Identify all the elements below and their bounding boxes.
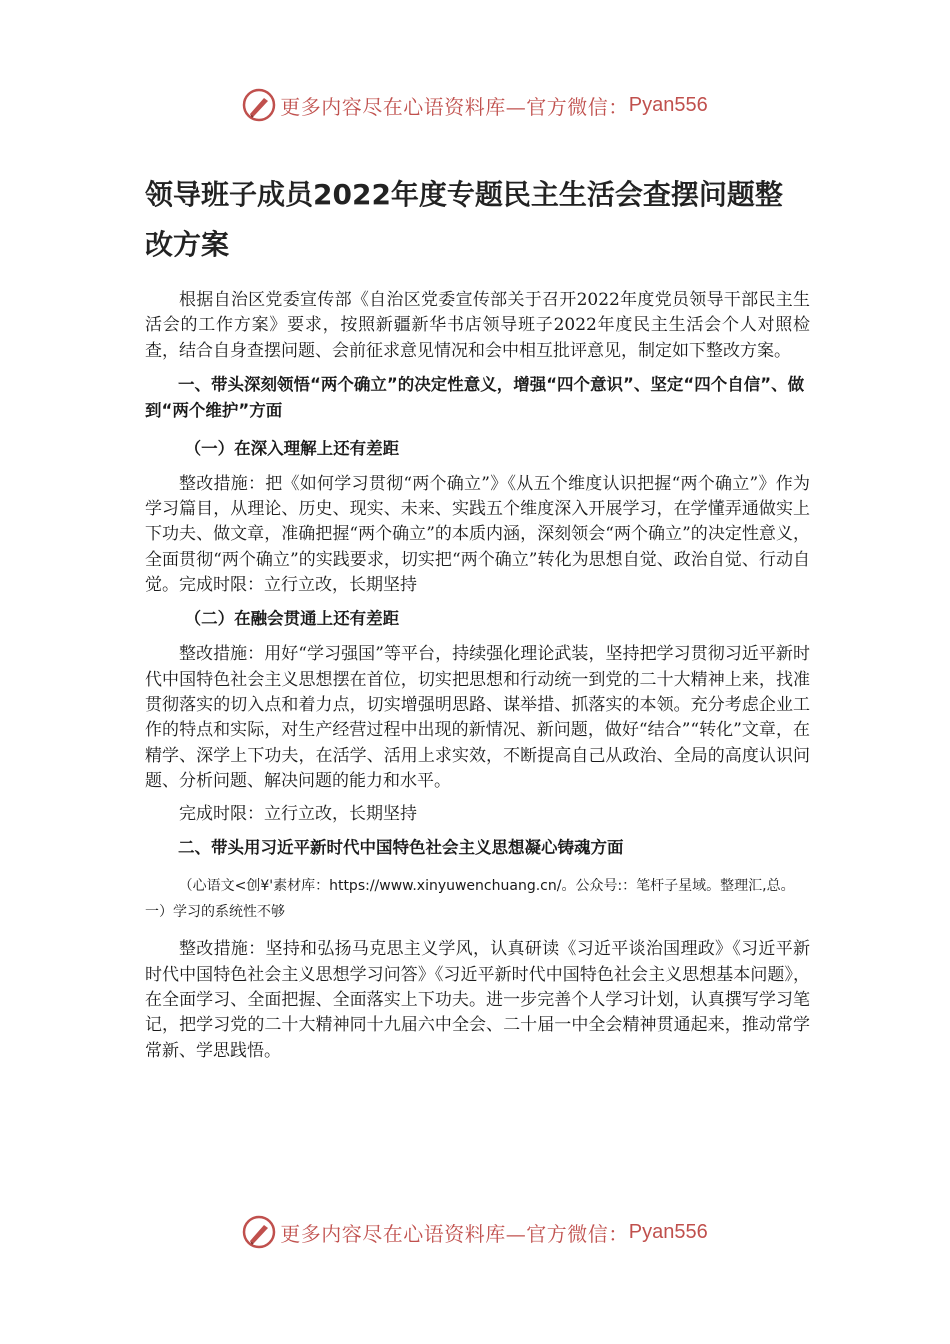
banner-wechat-id: Pyan556 xyxy=(628,93,708,116)
intro-paragraph: 根据自治区党委宣传部《自治区党委宣传部关于召开2022年度党员领导干部民主生活会的工作方案》要求，按照新疆新华书店领导班子2022年度民主生活会个人对照检查，结合自身查摆问题、会前征求意见情况和会中相互批评意见，制定如下整改方案。 xyxy=(145,290,810,361)
subsection-2-body: 整改措施：用好“学习强国”等平台，持续强化理论武装，坚持把学习贯彻习近平新时代中国特色社会主义思想摆在首位，切实把思想和行动统一到党的二十大精神上来，找准贯彻落实的切入点和着力点，切实增强明思路、谋举措、抓落实的本领。充分考虑企业工作的特点和实际，对生产经营过程中出现的新情况、新问题，做好“结合”“转化”文章，在精学、深学上下功夫，在活学、活用上求实效，不断提高自己从政治、全局的高度认识问题、分析问题、解决问题的能力和水平。 xyxy=(145,644,810,791)
banner-text: 更多内容尽在心语资料库—官方微信： xyxy=(280,1221,629,1246)
banner-text: 更多内容尽在心语资料库—官方微信： xyxy=(280,94,629,119)
top-banner xyxy=(0,85,950,125)
subsection-1-body: 整改措施：把《如何学习贯彻“两个确立”》《从五个维度认识把握“两个确立”》作为学习篇目，从理论、历史、现实、未来、实践五个维度深入开展学习，在学懂弄通做实上下功夫、做文章，准确把握“两个确立”的本质内涵，深刻领会“两个确立”的决定性意义，全面贯彻“两个确立”的实践要求，切实把“两个确立”转化为思想自觉、政治自觉、行动自觉。完成时限：立行立改，长期坚持 xyxy=(145,473,810,596)
bottom-banner xyxy=(0,1212,950,1252)
subsection-2-deadline: 完成时限：立行立改，长期坚持 xyxy=(179,804,417,825)
banner-wechat-id: Pyan556 xyxy=(628,1220,708,1243)
subsection-3-heading: （心语文<创¥'素材库：https://www.xinyuwenchuang.cn/。公众号:：笔杆子星域。整理汇,总。一）学习的系统性不够 xyxy=(145,878,795,921)
document-body xyxy=(145,170,810,1072)
pen-logo-icon xyxy=(242,88,276,122)
subsection-3-body: 整改措施：坚持和弘扬马克思主义学风，认真研读《习近平谈治国理政》《习近平新时代中国特色社会主义思想学习问答》《习近平新时代中国特色社会主义思想基本问题》，在全面学习、全面把握、全面落实上下功夫。进一步完善个人学习计划，认真撰写学习笔记，把学习党的二十大精神同十九届六中全会、二十届一中全会精神贯通起来，推动常学常新、学思践悟。 xyxy=(145,939,810,1061)
document-title: 领导班子成员2022年度专题民主生活会查摆问题整改方案 xyxy=(145,178,783,261)
section-1-heading: 一、带头深刻领悟“两个确立”的决定性意义，增强“四个意识”、坚定“四个自信”、做到“两个维护”方面 xyxy=(145,374,805,420)
pen-logo-icon xyxy=(242,1215,276,1249)
section-2-heading: 二、带头用习近平新时代中国特色社会主义思想凝心铸魂方面 xyxy=(178,838,624,858)
subsection-2-heading: （二）在融会贯通上还有差距 xyxy=(184,609,400,629)
subsection-1-heading: （一）在深入理解上还有差距 xyxy=(184,438,400,458)
